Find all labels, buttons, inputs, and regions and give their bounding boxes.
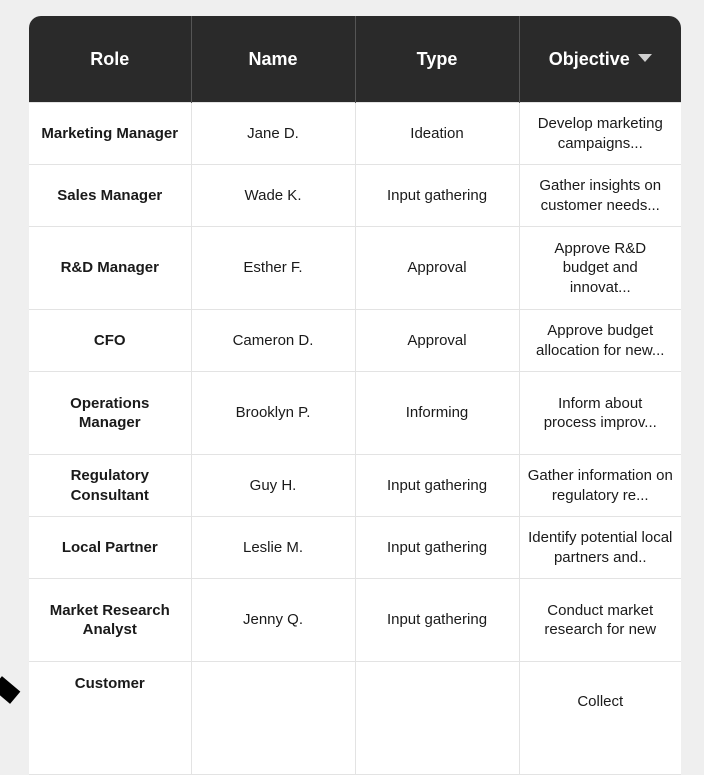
objective-cell: Collect bbox=[519, 662, 681, 775]
table-row[interactable] bbox=[29, 310, 681, 372]
type-cell: Input gathering bbox=[355, 517, 519, 579]
role-cell: Marketing Manager bbox=[29, 103, 191, 165]
objective-cell: Gather information on regulatory re... bbox=[519, 455, 681, 517]
objective-cell: Approve budget allocation for new... bbox=[519, 310, 681, 372]
table-row[interactable] bbox=[29, 579, 681, 662]
role-cell: Operations Manager bbox=[29, 372, 191, 455]
table-row[interactable] bbox=[29, 227, 681, 310]
caret-down-icon[interactable] bbox=[638, 54, 652, 62]
cursor-corner-decoration bbox=[0, 676, 20, 704]
name-cell bbox=[191, 662, 355, 775]
type-cell: Approval bbox=[355, 310, 519, 372]
objective-cell: Gather insights on customer needs... bbox=[519, 165, 681, 227]
objective-cell: Develop marketing campaigns... bbox=[519, 103, 681, 165]
objective-cell: Conduct market research for new bbox=[519, 579, 681, 662]
name-cell: Guy H. bbox=[191, 455, 355, 517]
name-cell: Esther F. bbox=[191, 227, 355, 310]
stakeholder-table bbox=[29, 16, 681, 775]
table-row[interactable] bbox=[29, 103, 681, 165]
objective-cell: Approve R&D budget and innovat... bbox=[519, 227, 681, 310]
name-cell: Brooklyn P. bbox=[191, 372, 355, 455]
role-cell: CFO bbox=[29, 310, 191, 372]
column-header-objective[interactable]: Objective bbox=[519, 16, 681, 103]
table-row[interactable] bbox=[29, 455, 681, 517]
column-header-type[interactable]: Type bbox=[355, 16, 519, 103]
type-cell bbox=[355, 662, 519, 775]
table-header bbox=[29, 16, 681, 103]
name-cell: Jenny Q. bbox=[191, 579, 355, 662]
type-cell: Approval bbox=[355, 227, 519, 310]
type-cell: Input gathering bbox=[355, 455, 519, 517]
table-row[interactable] bbox=[29, 165, 681, 227]
role-cell: Regulatory Consultant bbox=[29, 455, 191, 517]
column-header-name[interactable]: Name bbox=[191, 16, 355, 103]
table-row[interactable] bbox=[29, 517, 681, 579]
role-cell: R&D Manager bbox=[29, 227, 191, 310]
name-cell: Leslie M. bbox=[191, 517, 355, 579]
type-cell: Ideation bbox=[355, 103, 519, 165]
table-row[interactable] bbox=[29, 662, 681, 775]
name-cell: Cameron D. bbox=[191, 310, 355, 372]
type-cell: Informing bbox=[355, 372, 519, 455]
role-cell: Local Partner bbox=[29, 517, 191, 579]
type-cell: Input gathering bbox=[355, 579, 519, 662]
role-cell: Customer bbox=[29, 662, 191, 775]
objective-cell: Identify potential local partners and.. bbox=[519, 517, 681, 579]
role-cell: Sales Manager bbox=[29, 165, 191, 227]
type-cell: Input gathering bbox=[355, 165, 519, 227]
name-cell: Jane D. bbox=[191, 103, 355, 165]
column-header-role[interactable]: Role bbox=[29, 16, 191, 103]
table-row[interactable] bbox=[29, 372, 681, 455]
name-cell: Wade K. bbox=[191, 165, 355, 227]
objective-cell: Inform about process improv... bbox=[519, 372, 681, 455]
role-cell: Market Research Analyst bbox=[29, 579, 191, 662]
